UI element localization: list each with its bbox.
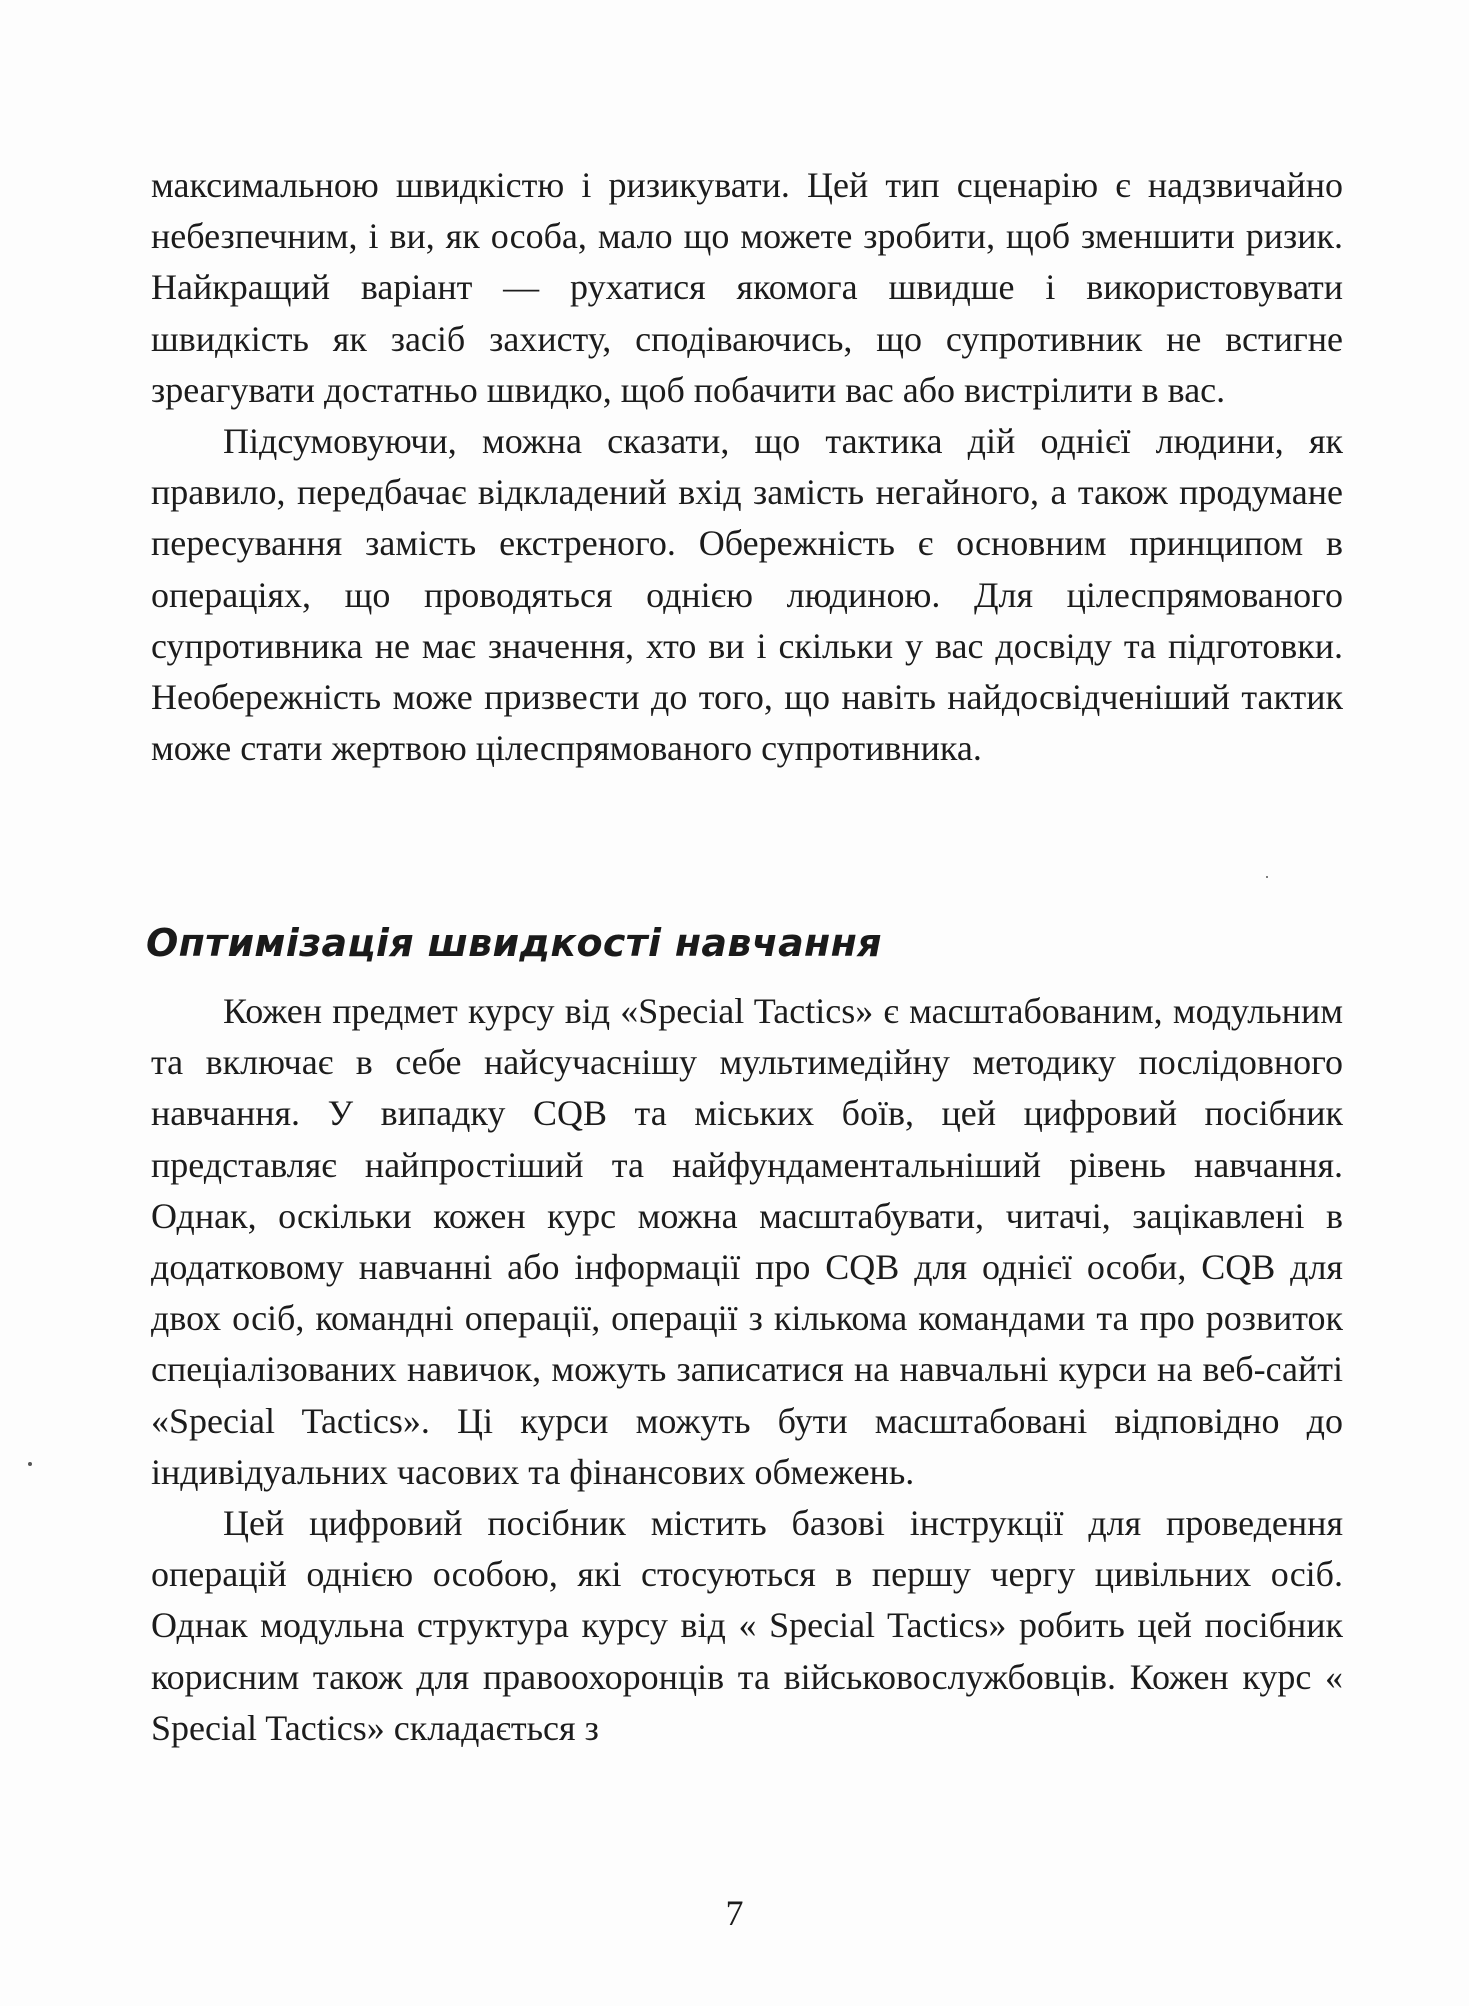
paragraph-guide-scope: Цей цифровий посібник містить базові інструкції для проведення операцій однією особою, які стосуються в першу чергу цивільних осіб. Однак модульна структура курсу від « Special Tactics» робить цей посібник корисним також для правоохоронців та військовослужбовців. Кожен курс « Special Tactics» складається з: [151, 1503, 1343, 1748]
body-text-top: [151, 160, 1343, 774]
scan-speck: [1266, 876, 1268, 878]
paragraph-summary: Підсумовуючи, можна сказати, що тактика дій однієї людини, як правило, передбачає відкладений вхід замість негайного, а також продумане пересування замість екстреного. Обережність є основним принципом в операціях, що проводяться однією людиною. Для цілеспрямованого супротивника не має значення, хто ви і скільки у вас досвіду та підготовки. Необережність може призвести до того, що навіть найдосвідченіший тактик може стати жертвою цілеспрямованого супротивника.: [151, 421, 1343, 769]
page-number: 7: [725, 1893, 744, 1933]
body-text-section: [151, 986, 1343, 1754]
scan-speck: [28, 1462, 32, 1466]
paragraph-course-scaling: Кожен предмет курсу від «Special Tactics» є масштабованим, модульним та включає в себе найсучаснішу мультимедійну методику послідовного навчання. У випадку CQB та міських боїв, цей цифровий посібник представляє найпростіший та найфундаментальніший рівень навчання. Однак, оскільки кожен курс можна масштабувати, читачі, зацікавлені в додатковому навчанні або інформації про CQB для однієї особи, CQB для двох осіб, командні операції, операції з кількома командами та про розвиток спеціалізованих навичок, можуть записатися на навчальні курси на веб-сайті «Special Tactics». Ці курси можуть бути масштабовані відповідно до індивідуальних часових та фінансових обмежень.: [151, 991, 1343, 1492]
paragraph-continuation: максимальною швидкістю і ризикувати. Цей тип сценарію є надзвичайно небезпечним, і ви, як особа, мало що можете зробити, щоб зменшити ризик. Найкращий варіант — рухатися якомога швидше і використовувати швидкість як засіб захисту, сподіваючись, що супротивник не встигне зреагувати достатньо швидко, щоб побачити вас або вистрілити в вас.: [151, 165, 1343, 410]
section-heading: Оптимізація швидкості навчання: [146, 921, 882, 965]
